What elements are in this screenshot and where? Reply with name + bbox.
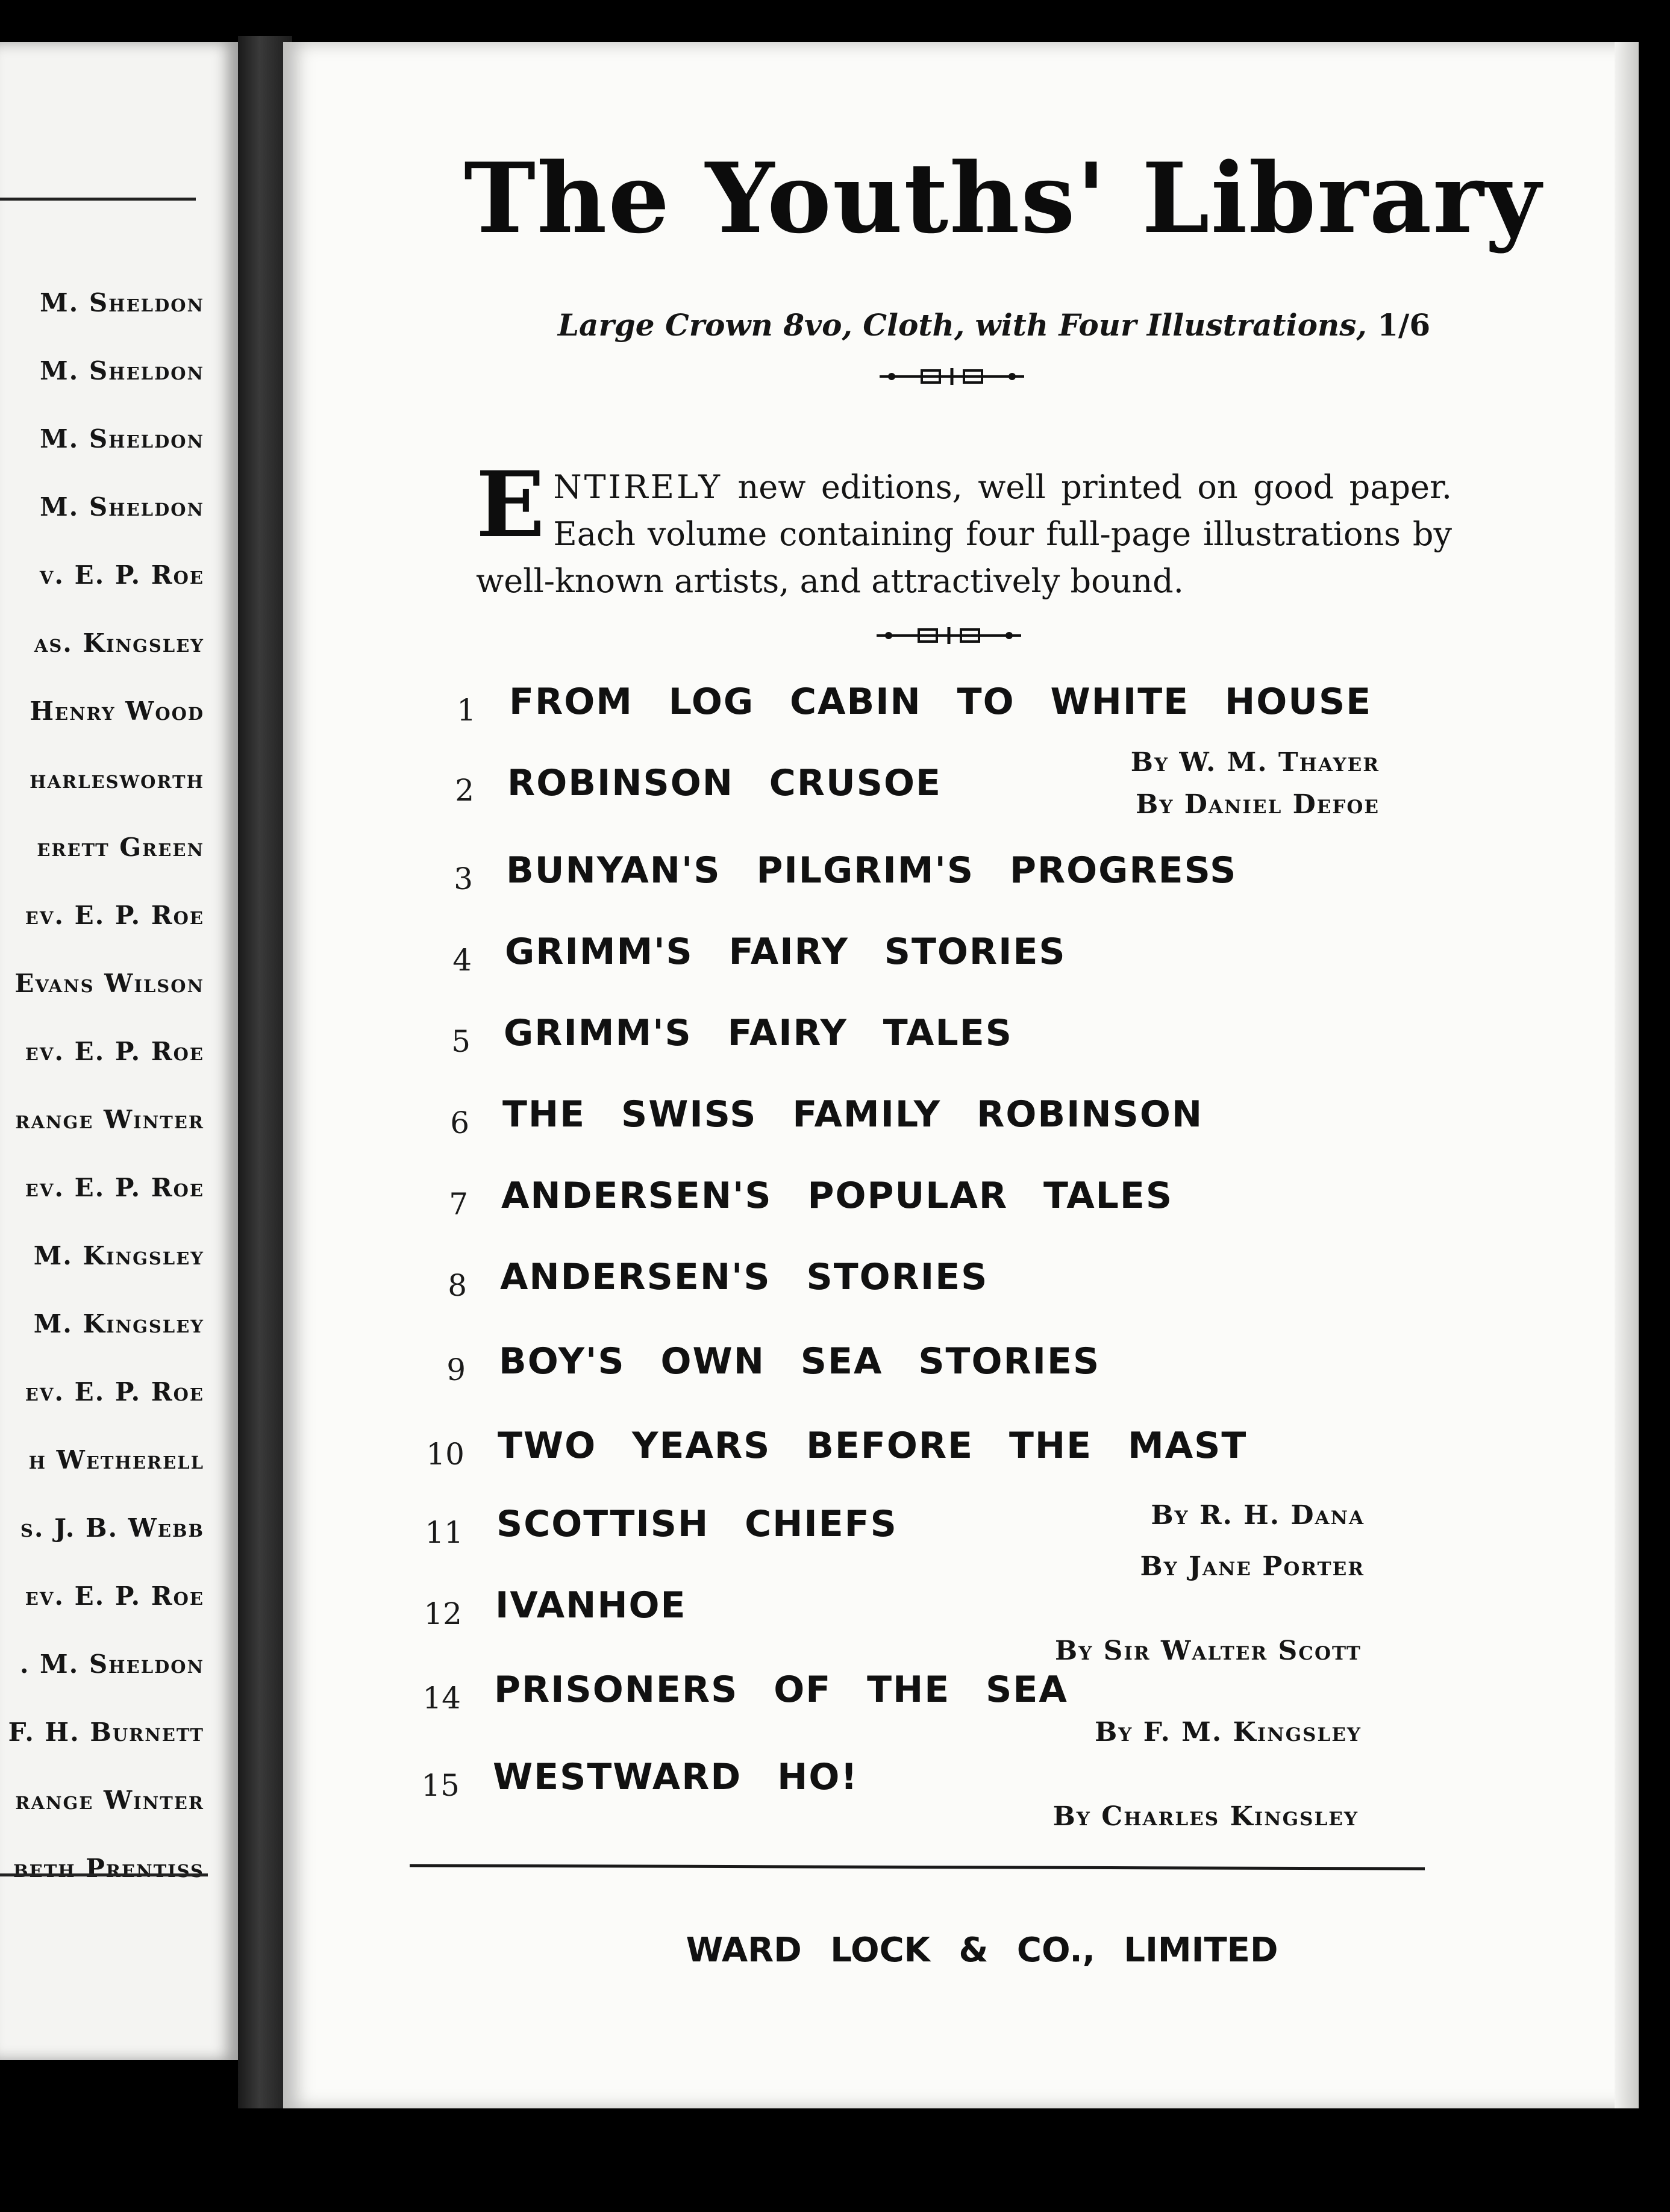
left-author-entry: ev. E. P. Roe [25, 901, 204, 930]
book-number: 5 [451, 1024, 471, 1059]
book-title: SCOTTISH CHIEFS [496, 1503, 898, 1545]
left-author-entry: beth Prentiss [13, 1854, 204, 1883]
left-author-entry: M. Sheldon [40, 492, 204, 522]
book-title: TWO YEARS BEFORE THE MAST [498, 1425, 1248, 1467]
left-author-entry: ev. E. P. Roe [25, 1377, 204, 1407]
intro-body-text: new editions, well printed on good paper. Each volume containing four full-page illustrations by well-known artists, and attractively bound. [476, 468, 1452, 600]
left-facing-page [0, 42, 238, 2060]
book-author: By Charles Kingsley [1052, 1801, 1359, 1832]
book-author: By F. M. Kingsley [1095, 1717, 1362, 1748]
left-author-entry: F. H. Burnett [8, 1717, 204, 1747]
book-number: 10 [426, 1437, 464, 1472]
book-title: BUNYAN'S PILGRIM'S PROGRESS [506, 849, 1237, 892]
price-label: 1/6 [1377, 307, 1431, 343]
page-title: The Youths' Library [464, 142, 1542, 255]
book-number: 4 [452, 943, 472, 978]
book-title: THE SWISS FAMILY ROBINSON [502, 1093, 1204, 1136]
left-author-entry: s. J. B. Webb [20, 1513, 204, 1543]
book-author: By W. M. Thayer [1130, 747, 1380, 778]
main-page [283, 42, 1639, 2108]
book-number: 14 [422, 1681, 461, 1716]
left-author-entry: . M. Sheldon [19, 1649, 204, 1679]
left-author-entry: range Winter [15, 1786, 204, 1815]
left-author-entry: h Wetherell [28, 1445, 204, 1475]
left-author-entry: M. Sheldon [40, 288, 204, 317]
book-title: BOY'S OWN SEA STORIES [499, 1340, 1101, 1382]
intro-lead-word: NTIRELY [553, 468, 723, 506]
book-title: GRIMM'S FAIRY STORIES [505, 931, 1066, 973]
intro-dropcap: E [476, 452, 545, 558]
book-author: By Jane Porter [1140, 1551, 1365, 1582]
left-author-entry: M. Kingsley [33, 1309, 204, 1339]
book-title: WESTWARD HO! [493, 1756, 858, 1798]
book-title: PRISONERS OF THE SEA [494, 1669, 1068, 1711]
book-title: ANDERSEN'S STORIES [500, 1256, 989, 1298]
subtitle-text: Large Crown 8vo, Cloth, with Four Illustrations, [557, 307, 1367, 343]
left-author-entry: harlesworth [30, 764, 204, 794]
book-list [283, 42, 1639, 2108]
book-title: IVANHOE [495, 1584, 687, 1626]
book-title: FROM LOG CABIN TO WHITE HOUSE [509, 681, 1372, 723]
publisher-imprint: WARD LOCK & CO., LIMITED [686, 1931, 1278, 1970]
book-number: 7 [449, 1187, 468, 1222]
book-number: 15 [421, 1768, 460, 1803]
left-author-entry: ev. E. P. Roe [25, 1037, 204, 1066]
left-bottom-rule [0, 1873, 208, 1876]
book-number: 11 [425, 1515, 463, 1550]
book-number: 8 [448, 1268, 467, 1303]
left-author-entry: v. E. P. Roe [39, 560, 204, 590]
left-author-entry: M. Kingsley [33, 1241, 204, 1270]
book-number: 9 [446, 1352, 466, 1387]
left-author-entry: ev. E. P. Roe [25, 1581, 204, 1611]
left-author-entry: M. Sheldon [40, 356, 204, 386]
book-number: 2 [455, 773, 474, 808]
book-author: By Daniel Defoe [1136, 789, 1380, 820]
book-author: By Sir Walter Scott [1055, 1636, 1362, 1666]
book-title: ANDERSEN'S POPULAR TALES [501, 1175, 1174, 1217]
book-title: GRIMM'S FAIRY TALES [504, 1012, 1013, 1054]
book-number: 3 [454, 861, 473, 896]
left-author-entry: erett Green [37, 833, 204, 862]
book-number: 1 [457, 693, 476, 728]
left-top-rule [0, 198, 196, 201]
left-author-entry: ev. E. P. Roe [25, 1173, 204, 1202]
left-author-entry: as. Kingsley [34, 628, 204, 658]
left-author-entry: Henry Wood [30, 696, 204, 726]
book-title: ROBINSON CRUSOE [507, 762, 942, 804]
book-number: 6 [450, 1105, 469, 1140]
book-author: By R. H. Dana [1151, 1500, 1365, 1531]
left-author-entry: Evans Wilson [14, 969, 204, 998]
left-author-entry: range Winter [15, 1105, 204, 1134]
book-number: 12 [424, 1596, 462, 1631]
left-author-entry: M. Sheldon [40, 424, 204, 454]
